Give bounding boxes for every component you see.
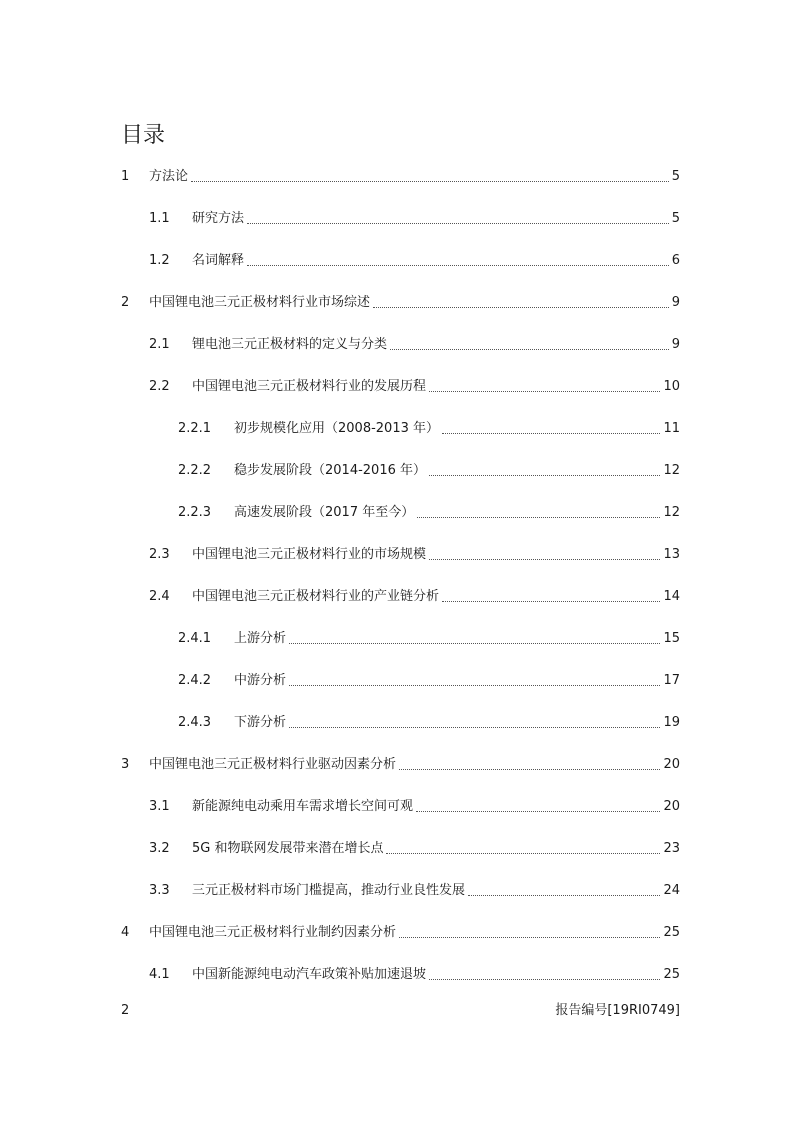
toc-entry[interactable] bbox=[178, 419, 680, 439]
toc-dot-leader bbox=[429, 390, 660, 392]
toc-entry-title: 中国锂电池三元正极材料行业的市场规模 bbox=[192, 547, 427, 562]
toc-entry-title: 中国锂电池三元正极材料行业的产业链分析 bbox=[192, 589, 440, 604]
toc-entry-page: 13 bbox=[663, 547, 680, 562]
toc-heading: 目录 bbox=[121, 123, 166, 148]
toc-entry-title: 名词解释 bbox=[192, 253, 245, 268]
toc-entry-page: 19 bbox=[663, 715, 680, 730]
toc-entry[interactable] bbox=[149, 965, 680, 985]
toc-entry-title: 高速发展阶段（2017 年至今） bbox=[234, 505, 415, 520]
toc-entry-page: 15 bbox=[663, 631, 680, 646]
toc-entry-page: 9 bbox=[671, 295, 680, 310]
toc-entry-number: 2.2.1 bbox=[178, 421, 212, 436]
toc-entry-title: 中国锂电池三元正极材料行业市场综述 bbox=[149, 295, 371, 310]
toc-entry-number: 2.4.3 bbox=[178, 715, 212, 730]
toc-entry[interactable] bbox=[149, 335, 680, 355]
toc-entry-title: 中国锂电池三元正极材料行业制约因素分析 bbox=[149, 925, 397, 940]
toc-entry[interactable] bbox=[178, 671, 680, 691]
toc-entry-number: 3 bbox=[121, 757, 130, 772]
toc-entry-title: 5G 和物联网发展带来潜在增长点 bbox=[192, 841, 384, 856]
toc-entry[interactable] bbox=[149, 839, 680, 859]
toc-dot-leader bbox=[373, 306, 669, 308]
toc-entry-number: 1.2 bbox=[149, 253, 170, 268]
toc-entry-title: 中国新能源纯电动汽车政策补贴加速退坡 bbox=[192, 967, 427, 982]
toc-dot-leader bbox=[429, 558, 660, 560]
toc-entry[interactable] bbox=[121, 167, 680, 187]
toc-entry-page: 17 bbox=[663, 673, 680, 688]
toc-entry-number: 2.3 bbox=[149, 547, 170, 562]
toc-dot-leader bbox=[247, 222, 669, 224]
toc-entry-page: 24 bbox=[663, 883, 680, 898]
toc-entry-number: 3.3 bbox=[149, 883, 170, 898]
toc-entry-title: 初步规模化应用（2008-2013 年） bbox=[234, 421, 439, 436]
toc-entry-page: 5 bbox=[671, 211, 680, 226]
toc-entry[interactable] bbox=[178, 629, 680, 649]
toc-entry-page: 12 bbox=[663, 463, 680, 478]
toc-entry-number: 2.1 bbox=[149, 337, 170, 352]
toc-entry-number: 2.4.1 bbox=[178, 631, 212, 646]
toc-entry-number: 2.2.2 bbox=[178, 463, 212, 478]
toc-entry-title: 方法论 bbox=[149, 169, 189, 184]
toc-entry-number: 2.2 bbox=[149, 379, 170, 394]
toc-entry-number: 1.1 bbox=[149, 211, 170, 226]
toc-entry-page: 10 bbox=[663, 379, 680, 394]
toc-entry-page: 6 bbox=[671, 253, 680, 268]
toc-entry-number: 4 bbox=[121, 925, 130, 940]
toc-entry-title: 新能源纯电动乘用车需求增长空间可观 bbox=[192, 799, 414, 814]
toc-dot-leader bbox=[399, 768, 660, 770]
toc-dot-leader bbox=[429, 978, 660, 980]
toc-entry-page: 11 bbox=[663, 421, 680, 436]
toc-dot-leader bbox=[247, 264, 669, 266]
toc-entry[interactable] bbox=[149, 251, 680, 271]
toc-entry-number: 1 bbox=[121, 169, 130, 184]
toc-entry-title: 上游分析 bbox=[234, 631, 287, 646]
toc-entry-title: 三元正极材料市场门槛提高，推动行业良性发展 bbox=[192, 883, 466, 898]
toc-entry-title: 下游分析 bbox=[234, 715, 287, 730]
toc-entry-number: 3.2 bbox=[149, 841, 170, 856]
toc-entry-page: 20 bbox=[663, 757, 680, 772]
toc-entry-number: 2 bbox=[121, 295, 130, 310]
toc-dot-leader bbox=[191, 180, 669, 182]
toc-entry[interactable] bbox=[178, 713, 680, 733]
toc-entry-number: 2.4.2 bbox=[178, 673, 212, 688]
toc-entry-page: 14 bbox=[663, 589, 680, 604]
toc-entry[interactable] bbox=[149, 377, 680, 397]
toc-entry-page: 25 bbox=[663, 925, 680, 940]
toc-entry[interactable] bbox=[149, 881, 680, 901]
toc-entry[interactable] bbox=[149, 587, 680, 607]
toc-entry[interactable] bbox=[149, 797, 680, 817]
toc-dot-leader bbox=[289, 684, 660, 686]
toc-entry-title: 稳步发展阶段（2014-2016 年） bbox=[234, 463, 426, 478]
toc-entry-page: 5 bbox=[671, 169, 680, 184]
toc-dot-leader bbox=[289, 642, 660, 644]
toc-entry-page: 25 bbox=[663, 967, 680, 982]
toc-dot-leader bbox=[390, 348, 669, 350]
toc-entry-title: 锂电池三元正极材料的定义与分类 bbox=[192, 337, 388, 352]
toc-dot-leader bbox=[417, 516, 660, 518]
toc-dot-leader bbox=[416, 810, 660, 812]
toc-entry-number: 2.4 bbox=[149, 589, 170, 604]
toc-entry[interactable] bbox=[121, 755, 680, 775]
footer-page-number: 2 bbox=[121, 1003, 130, 1018]
toc-entry[interactable] bbox=[121, 293, 680, 313]
toc-entry-title: 中国锂电池三元正极材料行业的发展历程 bbox=[192, 379, 427, 394]
toc-entry-page: 20 bbox=[663, 799, 680, 814]
toc-entry[interactable] bbox=[149, 209, 680, 229]
toc-dot-leader bbox=[442, 432, 660, 434]
toc-entry-number: 3.1 bbox=[149, 799, 170, 814]
toc-entry[interactable] bbox=[121, 923, 680, 943]
toc-dot-leader bbox=[386, 852, 660, 854]
toc-dot-leader bbox=[468, 894, 660, 896]
toc-entry-page: 23 bbox=[663, 841, 680, 856]
toc-entry-title: 中游分析 bbox=[234, 673, 287, 688]
footer-report-code: 报告编号[19RI0749] bbox=[555, 1003, 680, 1018]
toc-entry-number: 4.1 bbox=[149, 967, 170, 982]
toc-dot-leader bbox=[442, 600, 660, 602]
toc-entry[interactable] bbox=[178, 503, 680, 523]
toc-entry[interactable] bbox=[149, 545, 680, 565]
toc-entry-title: 中国锂电池三元正极材料行业驱动因素分析 bbox=[149, 757, 397, 772]
toc-entry-number: 2.2.3 bbox=[178, 505, 212, 520]
toc-dot-leader bbox=[429, 474, 660, 476]
toc-dot-leader bbox=[399, 936, 660, 938]
toc-entry[interactable] bbox=[178, 461, 680, 481]
toc-entry-page: 12 bbox=[663, 505, 680, 520]
toc-entry-title: 研究方法 bbox=[192, 211, 245, 226]
toc-entry-page: 9 bbox=[671, 337, 680, 352]
toc-dot-leader bbox=[289, 726, 660, 728]
